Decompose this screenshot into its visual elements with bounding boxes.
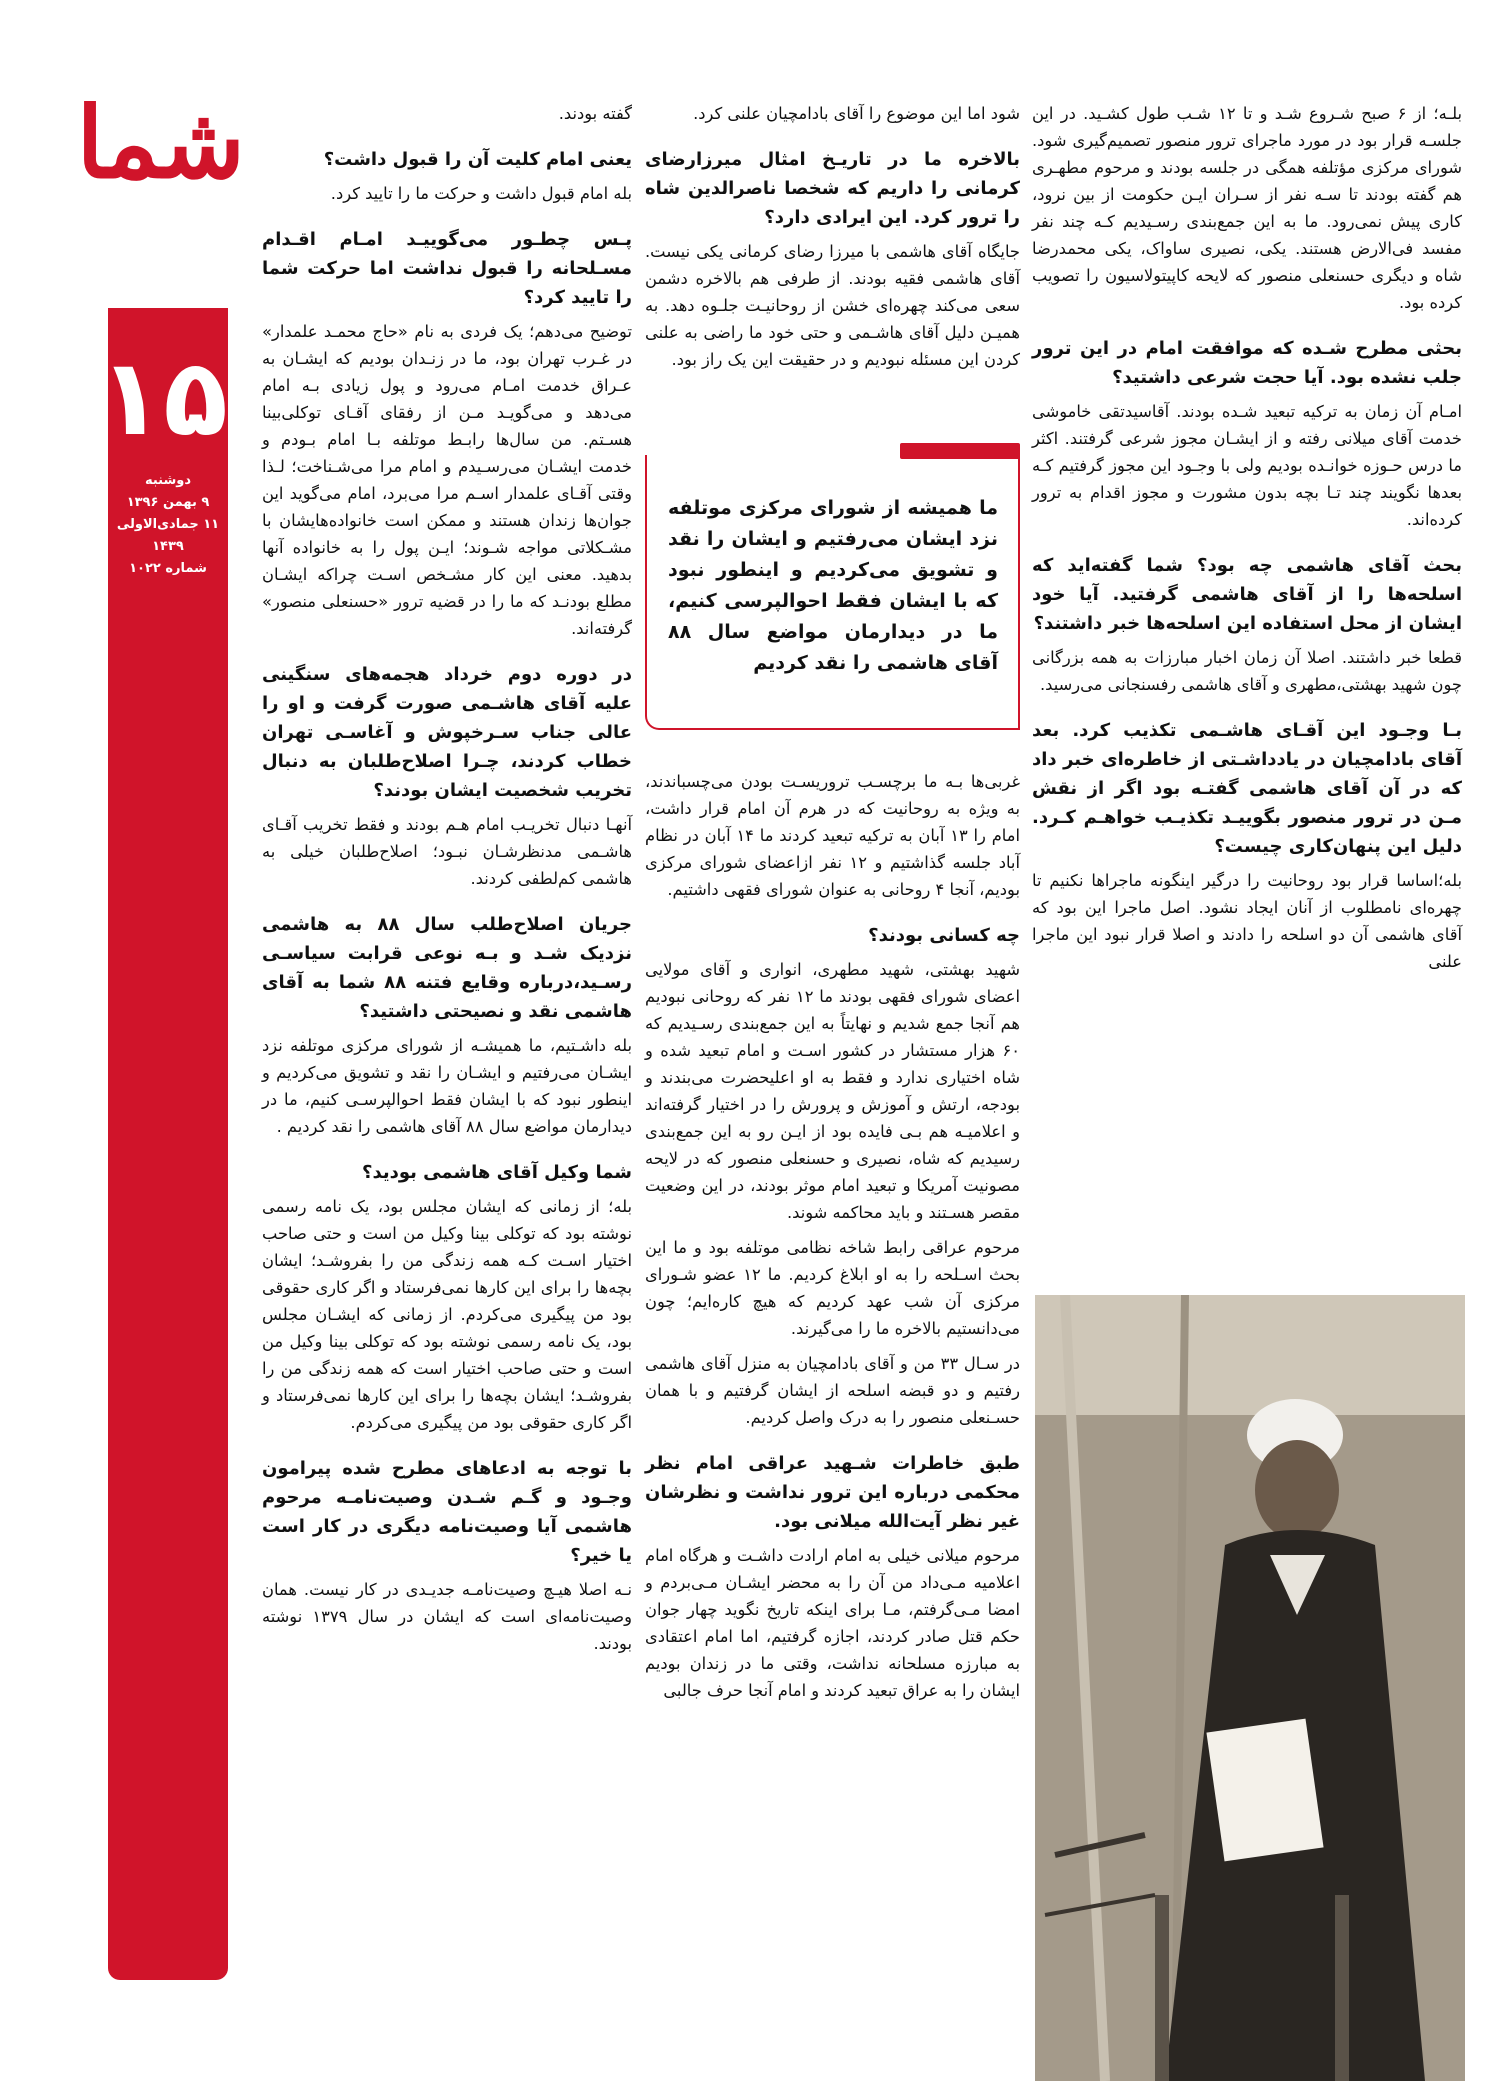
question-heading: بالاخره ما در تاریـخ امثال میرزارضای کرمانی را داریم که شخصا ناصرالدین شاه را ترور کرد. این ایرادی دارد؟ <box>645 149 1020 228</box>
paragraph: شود اما این موضوع را آقای بادامچیان علنی کرد. <box>693 104 1020 123</box>
pull-quote-accent <box>900 443 1020 459</box>
question-heading: چه کسانی بودند؟ <box>868 925 1020 946</box>
photo-illustration <box>1035 1295 1465 2081</box>
paragraph: بلـه؛ از ۶ صبح شـروع شـد و تا ۱۲ شـب طول کشـید. در این جلسـه قرار بود در مورد ماجرای ترور منصور تصمیم‌گیری شود. شورای مرکزی مؤتلفه همگی در جلسه بودند و مرحوم مطهـری هم گفته بودند تا سـه نفر از سـران ایـن حکومت از بین نرود، کاری پیش نمی‌رود. ما به این جمع‌بندی رسـیدیم کـه چند نفر مفسد فی‌الارض هستند. یکی، نصیری ساواک، یکی محمدرضا شاه و دیگری حسنعلی منصور که لایحه کاپیتولاسیون را تصویب کرده بود. <box>1032 104 1462 312</box>
issue-date-hijri: ۱۱ جمادی‌الاولی ۱۴۳۹ <box>116 517 220 554</box>
issue-date-shamsi: ۹ بهمن ۱۳۹۶ <box>126 495 210 510</box>
pull-quote-text: ما همیشه از شورای مرکزی موتلفه نزد ایشان می‌رفتیم و ایشان را نقد و تشویق می‌کردیم و اینطور نبود که با ایشان فقط احوالپرسی کنیم، ما در دیدارمان مواضع سال ۸۸ آقای هاشمی را نقد کردیم <box>668 497 998 674</box>
paragraph: شهید بهشتی، شهید مطهری، انواری و آقای مولایی اعضای شورای فقهی بودند ما ۱۲ نفر که روحانی نبودیم هم آنجا جمع شدیم و نهایتاً به این جمع‌بندی رسـیدیم که ۶۰ هزار مستشار در کشور اسـت و امام تبعید شده و شاه اختیاری ندارد و فقط به او اعلیحضرت می‌بندند و بودجه، ارتش و آموزش و پرورش را در اختیار گرفته‌اند و اعلامیـه هم بـی فایده بود از ایـن رو به این جمع‌بندی رسیدیم که شاه، نصیری و حسنعلی منصور که در لایحه مصونیت آمریکا و تبعید امام موثر بودند، در این وضعیت مقصر هسـتند و باید محاکمه شوند. <box>645 960 1020 1222</box>
paragraph: بله؛اساسا قرار بود روحانیت را درگیر اینگونه ماجراها نکنیم تا چهره‌ای نامطلوب از آنان ایجاد نشود. اصل ماجرا این بود که آقای هاشمی آن دو اسلحه را دادند و اصلا قرار نبود این ماجرا علنی <box>1032 871 1462 971</box>
paragraph: بله امام قبول داشت و حرکت ما را تایید کرد. <box>330 184 632 203</box>
paragraph: قطعا خبر داشتند. اصلا آن زمان اخبار مبارزات به همه بزرگانی چون شهید بهشتی،مطهری و آقای هاشمی رفسنجانی می‌رسید. <box>1032 648 1462 694</box>
masthead-logo: شما <box>76 86 245 201</box>
question-heading: شما وکیل آقای هاشمی بودید؟ <box>362 1162 632 1183</box>
column-right <box>1032 100 1462 983</box>
question-heading: بحث آقای هاشمی چه بود؟ شما گفته‌اید که اسلحه‌ها را از آقای هاشمی گرفتید. آیا خود ایشان از محل استفاده این اسلحه‌ها خبر داشتند؟ <box>1032 555 1462 634</box>
column-left <box>262 100 632 1665</box>
page-number: ۱۵ <box>98 336 228 459</box>
column-middle-top <box>645 100 1020 381</box>
paragraph: مرحوم میلانی خیلی به امام ارادت داشـت و هرگاه امام اعلامیه مـی‌داد من آن را به محضر ایشـان مـی‌بردم و امضا مـی‌گرفتم، مـا برای اینکه تاریخ نگوید چهار جوان حکم قتل صادر کردند، اجازه گرفتیم، اما امام اعتقادی به مبارزه مسلحانه نداشت، وقتی ما در زندان بودیم ایشان را به عراق تبعید کردند و امام آنجا حرف جالبی <box>645 1546 1020 1700</box>
question-heading: در دوره دوم خرداد هجمه‌های سنگینی علیه آقای هاشـمی صورت گرفت و او را عالی جناب سـرخپوش و آغاسـی تهران خطاب کردند، چـرا اصلاح‌طلبان به دنبال تخریب شخصیت ایشان بودند؟ <box>262 664 632 801</box>
paragraph: جایگاه آقای هاشمی با میرزا رضای کرمانی یکی نیست. آقای هاشمی فقیه بودند. از طرفی هم بالاخره دشمن سعی می‌کند چهره‌ای خشن از روحانیـت جلـوه دهد. به همیـن دلیل آقای هاشـمی و حتی خود ما راضی به علنی کردن این مسئله نبودیم و در حقیقت این یک راز بود. <box>645 242 1020 369</box>
question-heading: با توجه به ادعاهای مطرح شده پیرامون وجـود و گـم شـدن وصیت‌نامـه مرحوم هاشمی آیا وصیت‌نامه دیگری در کار است یا خیر؟ <box>262 1458 632 1566</box>
question-heading: بـا وجـود این آقـای هاشـمی تکذیب کرد. بعد آقای بادامچیان در یادداشـتی از خاطره‌ای خبر داد که در آن آقای هاشمی گفتـه بود اگر از نقش مـن در ترور منصور بگوییـد تکذیـب خواهـم کـرد. دلیل این پنهان‌کاری چیست؟ <box>1032 720 1462 857</box>
paragraph: نـه اصلا هیـچ وصیت‌نامـه جدیـدی در کار نیست. همان وصیت‌نامه‌ای است که ایشان در سال ۱۳۷۹ نوشته بودند. <box>262 1580 632 1653</box>
paragraph: توضیح می‌دهم؛ یک فردی به نام «حاج محمـد علمدار» در غـرب تهران بود، ما در زنـدان بودیم که ایشـان به عـراق خدمت امـام می‌رود و پول زیادی بـه امام می‌دهد و می‌گویـد مـن از رفقای آقـای توکلی‌بینا هسـتم. من سال‌ها رابـط موتلفه بـا امام بـودم و خدمت ایشـان می‌رسـیدم و امام مرا می‌شـناخت؛ لـذا وقتی آقـای علمدار اسـم مرا می‌برد، امام می‌گوید این جوان‌ها زندان هستند و ممکن است خانواده‌هایشان با مشـکلاتی مواجه شـوند؛ ایـن پول را به خانواده آنها بدهید. معنی این کار مشـخص اسـت چراکه ایشـان مطلع بودنـد که ما را در قضیه ترور «حسنعلی منصور» گرفته‌اند. <box>262 322 632 638</box>
paragraph: گفته بودند. <box>558 104 632 123</box>
question-heading: پـس چطـور می‌گوییـد امـام اقـدام مسـلحانه را قبول نداشت اما حرکت شما را تایید کرد؟ <box>262 229 632 308</box>
paragraph: بله؛ از زمانی که ایشان مجلس بود، یک نامه رسمی نوشته بود که توکلی بینا وکیل من است و حتی صاحب اختیار اسـت کـه همه زندگی من را بفروشـد؛ ایشان بچه‌ها را برای این کارها نمی‌فرستاد و اگر کاری حقوقی بود من پیگیری می‌کردم. از زمانی که ایشـان مجلس بود، یک نامه رسمی نوشته بود که توکلی بینا وکیل من است و حتی صاحب اختیار است که همه زندگی من را بفروشـد؛ ایشان بچه‌ها را برای این کارها نمی‌فرستاد و اگر کاری حقوقی بود من پیگیری می‌کردم. <box>262 1197 632 1432</box>
pull-quote-box <box>645 455 1020 730</box>
issue-meta <box>108 470 228 580</box>
paragraph: مرحوم عراقی رابط شاخه نظامی موتلفه بود و ما این بحث اسـلحه را به او ابلاغ کردیم. ما ۱۲ عضو شـورای مرکزی آن شب عهد کردیم که هیچ کاره‌ایم؛ چون می‌دانستیم بالاخره ما را می‌گیرند. <box>645 1238 1020 1338</box>
question-heading: جریان اصلاح‌طلب سال ۸۸ به هاشمی نزدیک شـد و بـه نوعی قرابت سیاسـی رسـید،درباره وقایع فتنه ۸۸ شما به آقای هاشمی نقد و نصیحتی داشتید؟ <box>262 914 632 1022</box>
paragraph: آنهـا دنبال تخریـب امام هـم بودند و فقط تخریب آقـای هاشـمی مدنظرشـان نبـود؛ اصلاح‌طلبان خیلی به هاشمی کم‌لطفی کردند. <box>262 815 632 888</box>
question-heading: یعنی امام کلیت آن را قبول داشت؟ <box>323 149 632 170</box>
column-middle-bottom <box>645 768 1020 1712</box>
archive-photo <box>1035 1295 1465 2081</box>
question-heading: طبق خاطرات شـهید عراقی امام نظر محکمی درباره این ترور نداشت و نظرشان غیر نظر آیت‌الله میلانی بود. <box>645 1453 1020 1532</box>
question-heading: بحثی مطرح شـده که موافقت امام در این ترور جلب نشده بود. آیا حجت شرعی داشتید؟ <box>1032 338 1462 388</box>
issue-label: شماره ۱۰۲۲ <box>129 561 207 576</box>
paragraph: در سـال ۳۳ من و آقای بادامچیان به منزل آقای هاشمی رفتیم و دو قبضه اسلحه از ایشان گرفتیم و با همان حسـنعلی منصور را به درک واصل کردیم. <box>645 1354 1021 1427</box>
sidebar <box>0 0 245 2081</box>
issue-weekday: دوشنبه <box>144 473 192 488</box>
paragraph: بله داشـتیم، ما همیشـه از شورای مرکزی موتلفه نزد ایشـان می‌رفتیم و ایشـان را نقد و تشویق می‌کردیم و اینطور نبود که با ایشان فقط احوالپرسـی کنیم، ما در دیدارمان مواضع سال ۸۸ آقای هاشمی را نقد کردیم . <box>262 1036 632 1136</box>
paragraph: امـام آن زمان به ترکیه تبعید شـده بودند. آقاسیدتقی خاموشی خدمت آقای میلانی رفته و از ایشـان مجوز شرعی گرفتند. اکثر ما درس حـوزه خوانـده بودیم ولی با وجـود این مجوز گرفتیم کـه بعدها نگویند چند تـا بچه بدون مشورت و مجوز اقدام به ترور کرده‌اند. <box>1032 402 1462 529</box>
paragraph: غربی‌ها بـه ما برچسـب تروریسـت بودن می‌چسباندند، به ویژه به روحانیت که در هرم آن امام قرار داشت، امام را ۱۳ آبان به ترکیه تبعید کردند ما ۱۴ آبان در نظام آباد جلسه گذاشتیم و ۱۲ نفر ازاعضای شورای مرکزی بودیم، آنجا ۴ روحانی به عنوان شورای فقهی داشتیم. <box>645 772 1020 899</box>
